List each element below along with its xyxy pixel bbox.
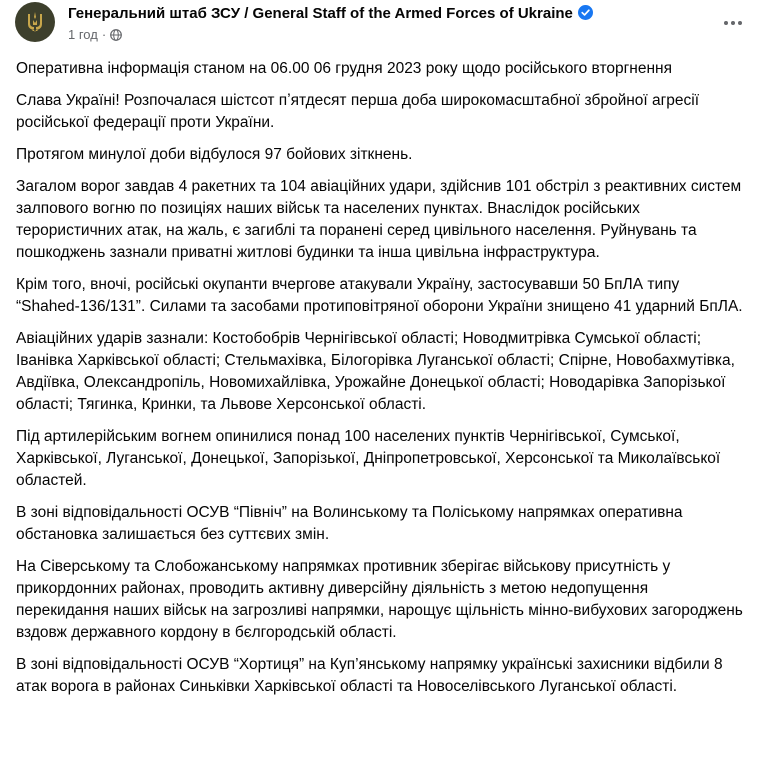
post-paragraph: На Сіверському та Слобожанському напрямках противник зберігає військову присутність у прикордонних районах, проводить активну диверсійну діяльність з метою недопущення перекидання наших військ на загрозливі напрямки, нарощує щільність мінно-вибухових загороджень вздовж державного кордону в бєлгородській області. bbox=[16, 558, 743, 641]
more-horizontal-icon bbox=[723, 20, 743, 26]
post-paragraph: Авіаційних ударів зазнали: Костобобрів Чернігівської області; Новодмитрівка Сумської області; Іванівка Харківської області; Стельмахівка, Білогорівка Луганської області; Спірне, Новобахмутівка, Авдіївка, Олександропіль, Новомихайлівка, Урожайне Донецької області; Новодарівка Запорізької області; Тягинка, Кринки, та Львове Херсонської області. bbox=[16, 330, 735, 413]
post-paragraph: В зоні відповідальності ОСУВ “Північ” на Волинському та Поліському напрямках оперативна обстановка залишається без суттєвих змін. bbox=[16, 504, 683, 543]
post-timestamp[interactable]: 1 год bbox=[68, 27, 98, 42]
trident-emblem-icon bbox=[23, 10, 47, 34]
post-paragraph: Загалом ворог завдав 4 ракетних та 104 авіаційних удари, здійснив 101 обстріл з реактивних систем залпового вогню по позиціях наших військ та населених пунктах. Внаслідок російських терористичних атак, на жаль, є загиблі та поранені серед цивільного населення. Руйнувань та пошкоджень зазнали приватні житлові будинки та інша цивільна інфраструктура. bbox=[16, 178, 742, 261]
more-options-button[interactable] bbox=[721, 11, 745, 35]
post-meta bbox=[68, 27, 122, 42]
post-paragraph: Оперативна інформація станом на 06.00 06 грудня 2023 року щодо російського вторгнення bbox=[16, 60, 672, 77]
post-body bbox=[16, 58, 744, 708]
meta-separator: · bbox=[101, 27, 107, 42]
post-paragraph: Протягом минулої доби відбулося 97 бойових зіткнень. bbox=[16, 146, 413, 163]
post-paragraph: В зоні відповідальності ОСУВ “Хортиця” на Куп’янському напрямку українські захисники відбили 8 атак ворога в районах Синьківки Харківської області та Новоселівського Луганської області. bbox=[16, 656, 723, 695]
page-avatar[interactable] bbox=[15, 2, 55, 42]
verified-badge-icon bbox=[578, 5, 593, 20]
author-name[interactable]: Генеральний штаб ЗСУ / General Staff of the Armed Forces of Ukraine bbox=[68, 5, 573, 22]
post-paragraph: Крім того, вночі, російські окупанти вчергове атакували Україну, застосувавши 50 БпЛА типу “Shahed-136/131”. Силами та засобами протиповітряної оборони України знищено 41 ударний БпЛА. bbox=[16, 276, 743, 315]
post-header bbox=[15, 2, 761, 52]
author-line bbox=[68, 5, 593, 22]
post-paragraph: Під артилерійським вогнем опинилися понад 100 населених пунктів Чернігівської, Сумської, Харківської, Луганської, Донецької, Запорізької, Дніпропетровської, Херсонської та Миколаївської областей. bbox=[16, 428, 721, 489]
globe-icon bbox=[110, 29, 122, 41]
post-paragraph: Слава Україні! Розпочалася шістсот пʼятдесят перша доба широкомасштабної збройної агресії російської федерації проти України. bbox=[16, 92, 700, 131]
